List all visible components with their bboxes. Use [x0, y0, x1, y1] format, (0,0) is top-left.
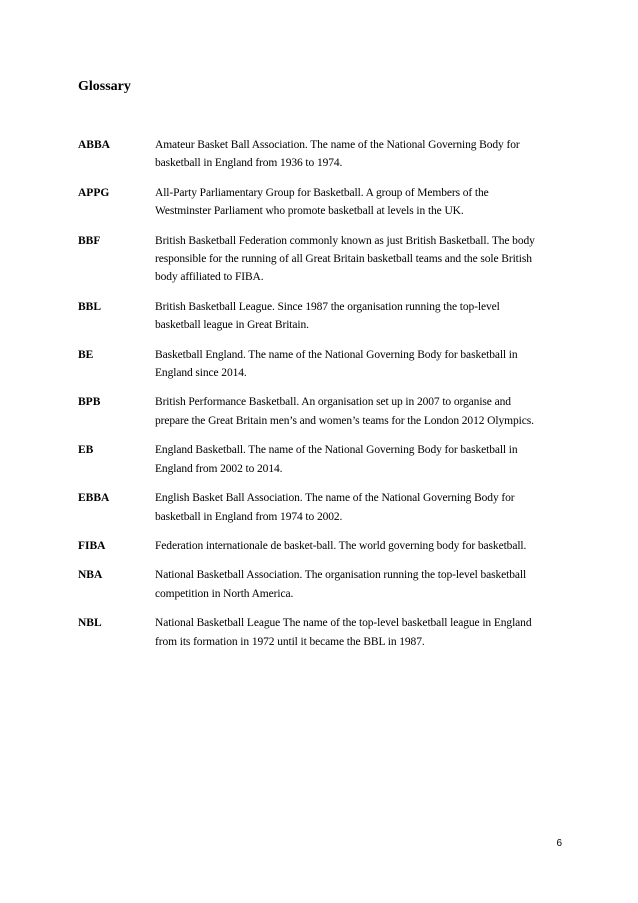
glossary-term: NBA [78, 569, 103, 582]
glossary-term: BBL [78, 300, 102, 313]
glossary-entry [78, 614, 568, 651]
glossary-definition [155, 614, 568, 651]
definition-line: Basketball England. The name of the National Governing Body for basketball in [155, 348, 518, 361]
definition-line: British Basketball Federation commonly known as just British Basketball. The body [155, 234, 535, 247]
glossary-list [78, 136, 568, 662]
definition-line: England since 2014. [155, 367, 247, 380]
glossary-entry [78, 298, 568, 335]
glossary-entry [78, 346, 568, 383]
definition-line: England from 2002 to 2014. [155, 462, 283, 475]
definition-line: basketball in England from 1936 to 1974. [155, 157, 343, 170]
glossary-entry [78, 566, 568, 603]
definition-line: England Basketball. The name of the National Governing Body for basketball in [155, 444, 518, 457]
definition-line: All-Party Parliamentary Group for Basketball. A group of Members of the [155, 186, 489, 199]
definition-line: prepare the Great Britain men’s and women’s teams for the London 2012 Olympics. [155, 414, 534, 427]
glossary-entry [78, 393, 568, 430]
glossary-term: ABBA [78, 139, 110, 151]
glossary-entry [78, 232, 568, 287]
page-title: Glossary [78, 79, 131, 94]
glossary-term: EB [78, 444, 94, 457]
glossary-definition [155, 184, 568, 221]
glossary-term: EBBA [78, 492, 110, 505]
definition-line: responsible for the running of all Great Britain basketball teams and the sole British [155, 253, 532, 266]
glossary-definition [155, 232, 568, 287]
definition-line: body affiliated to FIBA. [155, 271, 264, 284]
definition-line: Westminster Parliament who promote basketball at levels in the UK. [155, 205, 464, 218]
glossary-definition [155, 489, 568, 526]
definition-line: Federation internationale de basket-ball. The world governing body for basketball. [155, 539, 527, 552]
page-number: 6 [556, 838, 562, 849]
glossary-entry [78, 136, 568, 173]
definition-line: British Performance Basketball. An organisation set up in 2007 to organise and [155, 396, 511, 409]
definition-line: National Basketball League The name of the top-level basketball league in England [155, 617, 532, 630]
definition-line: basketball league in Great Britain. [155, 319, 309, 332]
definition-line: British Basketball League. Since 1987 the organisation running the top-level [155, 300, 500, 313]
glossary-term: BE [78, 348, 94, 361]
glossary-term: FIBA [78, 539, 106, 552]
glossary-term: BPB [78, 396, 101, 409]
glossary-entry [78, 441, 568, 478]
definition-line: English Basket Ball Association. The name of the National Governing Body for [155, 492, 515, 505]
glossary-entry [78, 184, 568, 221]
glossary-entry [78, 537, 568, 555]
glossary-definition [155, 298, 568, 335]
definition-line: from its formation in 1972 until it became the BBL in 1987. [155, 635, 425, 648]
definition-line: competition in North America. [155, 587, 294, 600]
definition-line: basketball in England from 1974 to 2002. [155, 510, 343, 523]
glossary-term: NBL [78, 617, 102, 630]
glossary-term: APPG [78, 186, 110, 199]
definition-line: National Basketball Association. The organisation running the top-level basketball [155, 569, 527, 582]
glossary-definition [155, 537, 568, 555]
glossary-term: BBF [78, 234, 101, 247]
glossary-definition [155, 441, 568, 478]
glossary-entry [78, 489, 568, 526]
definition-line: Amateur Basket Ball Association. The name of the National Governing Body for [155, 139, 520, 151]
glossary-definition [155, 566, 568, 603]
glossary-definition [155, 393, 568, 430]
glossary-definition [155, 136, 568, 173]
glossary-definition [155, 346, 568, 383]
